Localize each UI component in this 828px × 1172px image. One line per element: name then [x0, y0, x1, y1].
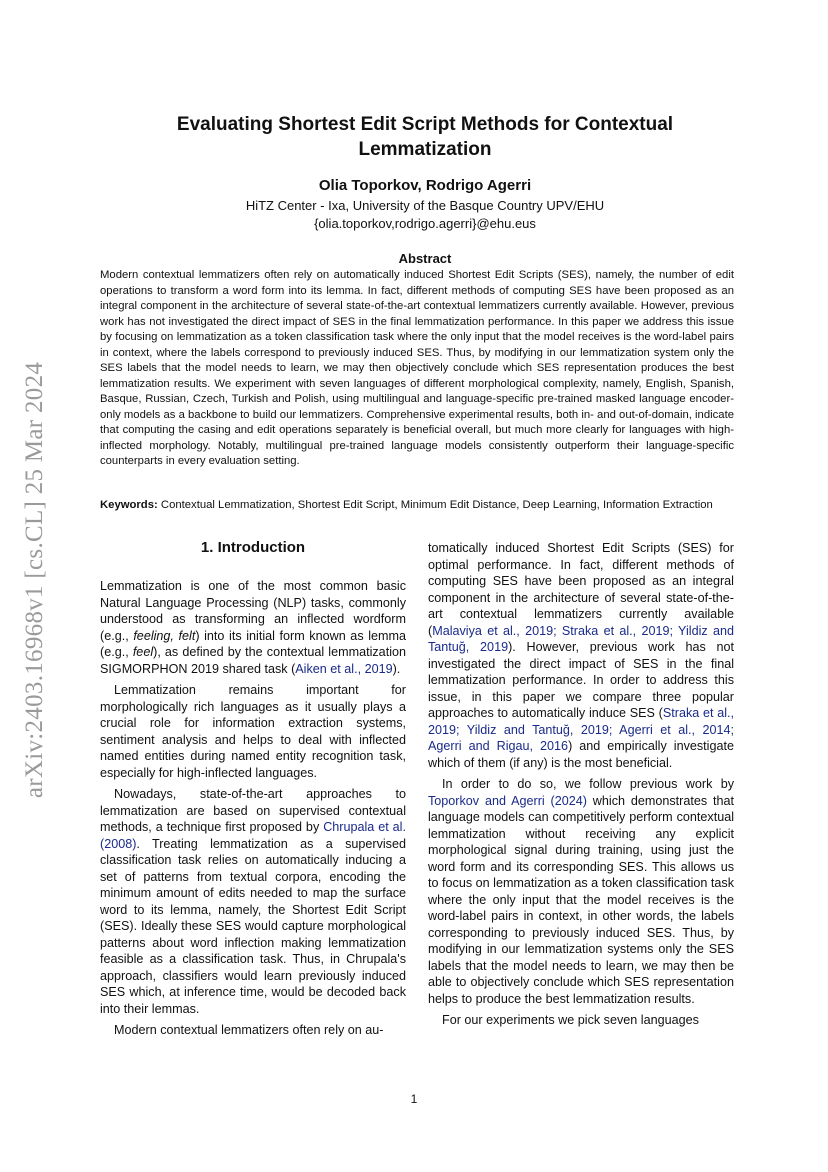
paper-title: Evaluating Shortest Edit Script Methods for Contextual Lemmatization [176, 114, 674, 160]
arxiv-stamp [10, 330, 60, 830]
paragraph: tomatically induced Shortest Edit Scripts (SES) for optimal performance. In fact, different methods of computing SES have been proposed as an integral component in the architecture of several state-of-the-art contextual lemmatizers currently available (Malaviya et al., 2019; Straka et al., 2019; Yildiz and Tantuğ, 2019). However, previous work has not investigated the direct impact of SES in the final lemmatization performance. In order to address this issue, in this paper we compare three popular approaches to automatically induce SES (Straka et al., 2019; Yildiz and Tantuğ, 2019; Agerri et al., 2014; Agerri and Rigau, 2016) and empirically investigate which of them (if any) is the most beneficial. [428, 541, 735, 770]
left-column [100, 540, 406, 1039]
keywords-label: Keywords: [100, 499, 158, 511]
citation-link[interactable]: Malaviya et al., 2019; Straka et al., 2019; Yildiz and Tantuğ, 2019 [428, 623, 734, 654]
citation-link[interactable]: Aiken et al., 2019 [295, 661, 393, 676]
citation-link[interactable]: Straka et al., 2019; Yildiz and Tantuğ, 2019; Agerri et al., 2014; Agerri and Rigau, 2016 [428, 706, 734, 753]
citation-link[interactable]: Toporkov and Agerri (2024) [428, 793, 587, 808]
keywords-text: Contextual Lemmatization, Shortest Edit Script, Minimum Edit Distance, Deep Learning, Information Extraction [160, 499, 713, 511]
affiliation-block [110, 197, 740, 233]
citation-link[interactable]: Chrupala et al. (2008) [100, 820, 406, 851]
arxiv-id[interactable]: arXiv:2403.16968v1 [cs.CL] 25 Mar 2024 [21, 361, 48, 799]
abstract-text: Modern contextual lemmatizers often rely on automatically induced Shortest Edit Scripts (SES), namely, the number of edit operations to transform a word form into its lemma. In fact, different methods of computing SES have been proposed as an integral component in the architecture of several state-of-the-art contextual lemmatizers currently available. However, previous work has not investigated the direct impact of SES in the final lemmatization performance. In this paper we address this issue by focusing on lemmatization as a token classification task where the only input that the model receives is the word-label pairs in context, where the labels correspond to previously induced SES. Thus, by modifying in our lemmatization system only the SES labels that the model needs to learn, we may then objectively conclude which SES representation produces the best lemmatization results. We experiment with seven languages of different morphological complexity, namely, English, Spanish, Basque, Russian, Czech, Turkish and Polish, using multilingual and language-specific pre-trained masked language encoder-only models as a backbone to build our lemmatizers. Comprehensive experimental results, both in- and out-of-domain, indicate that computing the casing and edit operations separately is beneficial overall, but much more clearly for languages with high-inflected morphology. Notably, multilingual pre-trained language models consistently outperform their language-specific counterparts in every evaluation setting. [100, 269, 734, 467]
paragraph: Modern contextual lemmatizers often rely on au- [114, 1023, 384, 1037]
email: {olia.toporkov,rodrigo.agerri}@ehu.eus [314, 216, 536, 231]
paragraph: Lemmatization remains important for morphologically rich languages as it usually plays a crucial role for information extraction systems, sentiment analysis and helps to deal with inflected named entities during named entity recognition task, especially for high-inflected languages. [100, 683, 406, 780]
paragraph: In order to do so, we follow previous work by Toporkov and Agerri (2024) which demonstrates that language models can competitively perform contextual lemmatization without receiving any explicit morphological signal during training, using just the word form and its corresponding SES. This allows us to focus on lemmatization as a token classification task where the only input that the model receives is the word-label pairs in context, in other words, the labels corresponding to previously induced SES. Thus, by modifying in our lemmatization systems only the SES labels that the model needs to learn, we may then be able to objectively conclude which SES representation helps to produce the best lemmatization results. [428, 777, 734, 1006]
abstract-heading: Abstract [398, 251, 452, 266]
keywords [100, 498, 734, 514]
authors: Olia Toporkov, Rodrigo Agerri [318, 177, 532, 194]
section-title: 1. Introduction [200, 539, 306, 556]
page-number: 1 [410, 1092, 418, 1106]
right-column [428, 540, 734, 1029]
paragraph: For our experiments we pick seven languages [442, 1013, 699, 1027]
paragraph: Lemmatization is one of the most common basic Natural Language Processing (NLP) tasks, commonly understood as transforming an inflected wordform (e.g., feeling, felt) into its initial form known as lemma (e.g., feel), as defined by the contextual lemmatization SIGMORPHON 2019 shared task (Aiken et al., 2019). [100, 579, 406, 676]
affiliation: HiTZ Center - Ixa, University of the Basque Country UPV/EHU [245, 198, 605, 213]
paragraph: Nowadays, state-of-the-art approaches to lemmatization are based on supervised contextual methods, a technique first proposed by Chrupala et al. (2008). Treating lemmatization as a supervised classification task relies on automatically inducing a set of patterns from textual corpora, encoding the minimum amount of edits needed to map the surface word to its lemma, namely, the Shortest Edit Script (SES). Ideally these SES would capture morphological patterns about word inflection making lemmatization feasible as a classification task. Thus, in Chrupala's approach, classifiers would learn previously induced SES which, at inference time, would be decoded back into their lemmas. [100, 787, 406, 1016]
